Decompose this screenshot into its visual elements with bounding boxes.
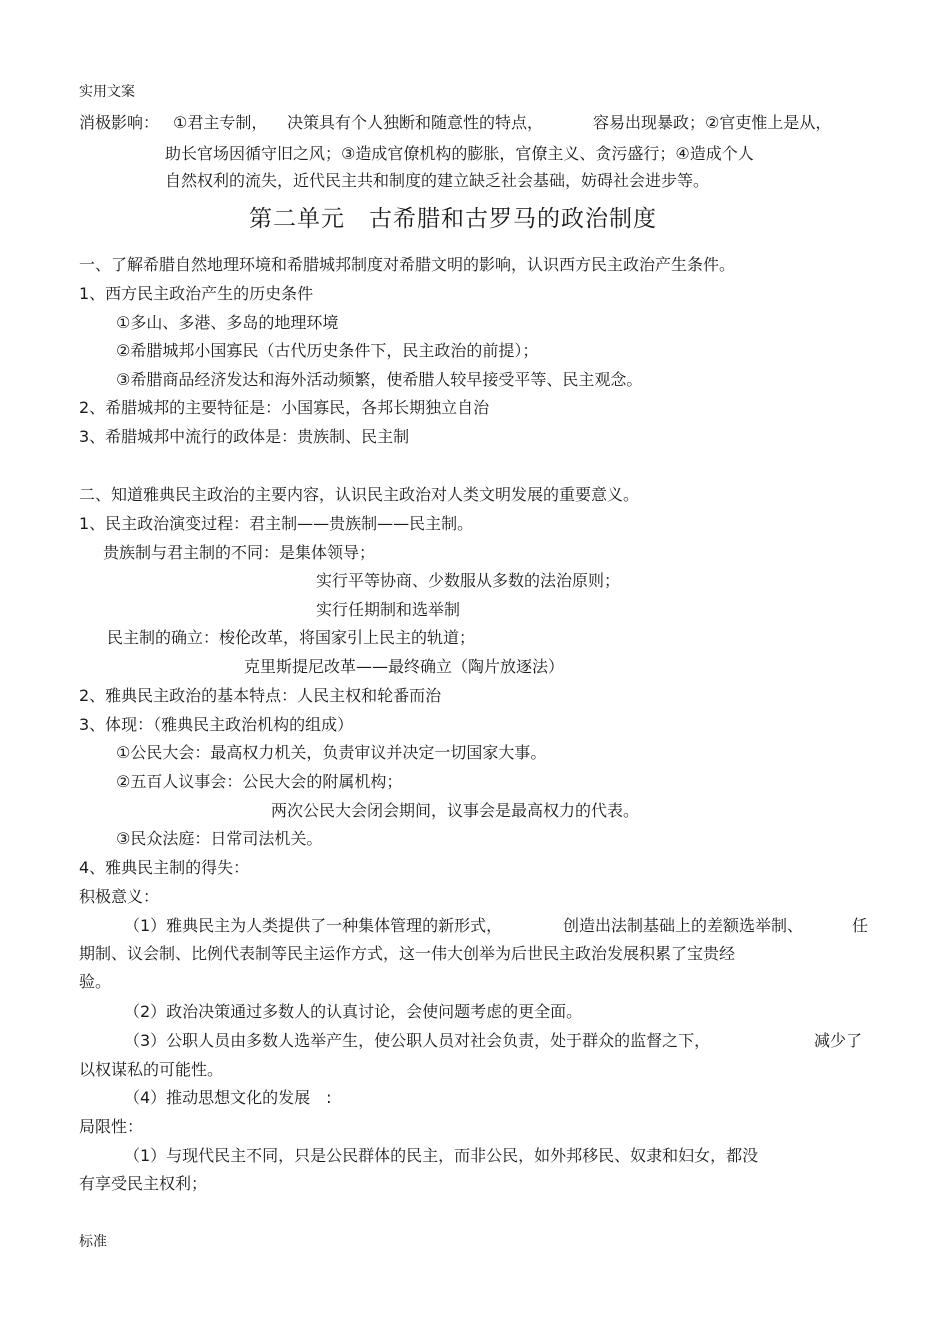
intro-line1-label: 消极影响： xyxy=(79,113,160,132)
limitation-1b: 有享受民主权利； xyxy=(79,1174,208,1193)
positive-3c: 以权谋私的可能性。 xyxy=(79,1060,224,1079)
section2-item2: 2、雅典民主政治的基本特点：人民主权和轮番而治 xyxy=(79,686,442,705)
section1-heading: 一、了解希腊自然地理环境和希腊城邦制度对希腊文明的影响，认识西方民主政治产生条件。 xyxy=(79,255,736,274)
positive-1d: 期制、议会制、比例代表制等民主运作方式，这一伟大创举为后世民主政治发展积累了宝贵经 xyxy=(79,944,736,963)
section2-item4: 4、雅典民主制的得失： xyxy=(79,858,250,877)
section1-item1-c: ③希腊商品经济发达和海外活动频繁，使希腊人较早接受平等、民主观念。 xyxy=(116,370,643,389)
section2-diff-b: 实行平等协商、少数服从多数的法治原则； xyxy=(316,571,621,590)
section2-item3-a: ①公民大会：最高权力机关，负责审议并决定一切国家大事。 xyxy=(116,743,547,762)
intro-line2: 助长官场因循守旧之风；③造成官僚机构的膨胀，官僚主义、贪污盛行；④造成个人 xyxy=(165,144,754,163)
unit-title: 第二单元 古希腊和古罗马的政治制度 xyxy=(249,206,657,232)
positive-1a: （1）雅典民主为人类提供了一种集体管理的新形式， xyxy=(124,916,503,935)
section2-item3: 3、体现：（雅典民主政治机构的组成） xyxy=(79,715,354,734)
positive-2: （2）政治决策通过多数人的认真讨论，会使问题考虑的更全面。 xyxy=(124,1002,583,1021)
limitation-1a: （1）与现代民主不同，只是公民群体的民主，而非公民，如外邦移民、奴隶和妇女，都没 xyxy=(124,1146,759,1165)
positive-3b: 减少了 xyxy=(814,1031,863,1050)
section2-item3-b: ②五百人议事会：公民大会的附属机构； xyxy=(116,772,403,791)
intro-line1-part2: 决策具有个人独断和随意性的特点， xyxy=(287,113,544,132)
section2-item3-b2: 两次公民大会闭会期间，议事会是最高权力的代表。 xyxy=(271,801,640,820)
section2-est-b: 克里斯提尼改革——最终确立（陶片放逐法） xyxy=(244,657,565,676)
section1-item1: 1、西方民主政治产生的历史条件 xyxy=(79,284,314,303)
section2-est-a: 民主制的确立：梭伦改革，将国家引上民主的轨道； xyxy=(107,628,476,647)
limitation-label: 局限性： xyxy=(79,1117,144,1136)
header-label: 实用文案 xyxy=(79,84,135,100)
intro-line3: 自然权利的流失，近代民主共和制度的建立缺乏社会基础，妨碍社会进步等。 xyxy=(165,171,710,190)
section1-item3: 3、希腊城邦中流行的政体是：贵族制、民主制 xyxy=(79,427,410,446)
positive-4: （4）推动思想文化的发展 : xyxy=(124,1088,332,1107)
positive-1b: 创造出法制基础上的差额选举制、 xyxy=(563,916,804,935)
section1-item1-a: ①多山、多港、多岛的地理环境 xyxy=(116,313,339,332)
positive-1e: 验。 xyxy=(79,972,112,991)
section2-item3-c: ③民众法庭：日常司法机关。 xyxy=(116,829,323,848)
section1-item2: 2、希腊城邦的主要特征是：小国寡民，各邦长期独立自治 xyxy=(79,398,490,417)
intro-line1-part3: 容易出现暴政；②官吏惟上是从， xyxy=(593,113,832,132)
positive-label: 积极意义： xyxy=(79,887,160,906)
intro-line1-part1: ①君主专制， xyxy=(173,113,268,132)
section2-item1: 1、民主政治演变过程：君主制——贵族制——民主制。 xyxy=(79,514,474,533)
positive-1c: 任 xyxy=(852,916,869,935)
section2-heading: 二、知道雅典民主政治的主要内容，认识民主政治对人类文明发展的重要意义。 xyxy=(79,485,640,504)
positive-3a: （3）公职人员由多数人选举产生，使公职人员对社会负责，处于群众的监督之下， xyxy=(124,1031,711,1050)
section2-diff-c: 实行任期制和选举制 xyxy=(316,600,461,619)
section2-diff-a: 贵族制与君主制的不同：是集体领导； xyxy=(103,543,376,562)
footer-label: 标准 xyxy=(79,1234,107,1250)
section1-item1-b: ②希腊城邦小国寡民（古代历史条件下，民主政治的前提）； xyxy=(116,341,539,360)
